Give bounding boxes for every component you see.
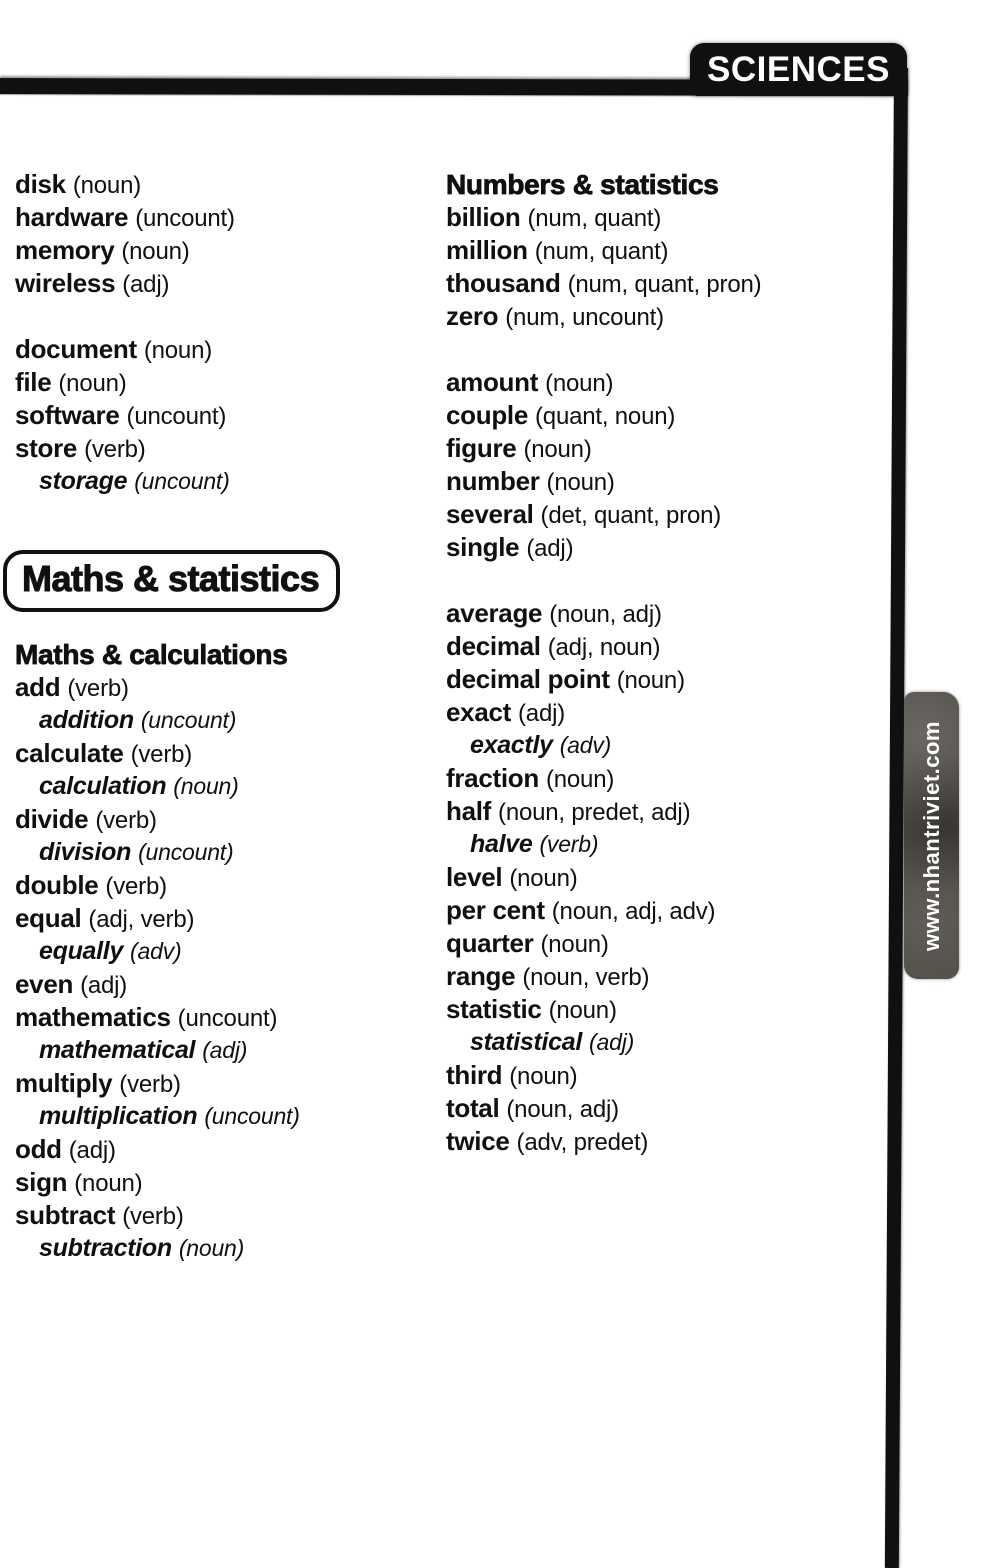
entry-row [15,234,440,267]
entry-row [446,597,906,630]
entry-row [15,465,440,498]
entry-row [15,902,440,935]
entry-pos: (verb) [95,807,157,834]
entry-row [15,399,440,432]
entry-row [15,1166,440,1199]
entry-row [446,960,906,993]
entry-pos: (verb) [130,741,193,768]
entry-word: billion [446,202,521,232]
entry-pos: (noun) [523,436,592,463]
entry-pos: (noun) [540,931,609,958]
entry-word: exactly [470,731,553,759]
left-column [15,168,440,1265]
entry-pos: (noun) [509,1063,578,1090]
entry-word: calculation [39,772,167,800]
entry-row [446,465,906,498]
entry-pos: (noun) [121,238,190,265]
entry-pos: (noun) [58,370,127,397]
entry-row [15,968,440,1001]
entry-word: document [15,334,137,364]
entry-pos: (adj) [526,535,574,562]
entry-word: mathematical [39,1036,196,1064]
entry-pos: (det, quant, pron) [540,502,722,529]
entry-word: multiply [15,1068,113,1098]
entry-row [446,630,906,663]
entry-row [446,762,906,795]
entry-word: thousand [446,268,561,298]
entry-row [446,267,906,300]
entry-pos: (verb) [539,831,599,857]
entry-row [15,201,440,234]
entry-pos: (uncount) [177,1005,278,1032]
entry-word: halve [470,830,533,858]
entry-pos: (uncount) [138,839,234,865]
entry-word: wireless [15,268,116,298]
topic-box [3,550,440,612]
entry-pos: (verb) [105,873,167,900]
entry-word: half [446,796,492,826]
entry-row [446,894,906,927]
entry-pos: (noun) [616,667,685,694]
entry-pos: (noun) [74,1170,143,1197]
entry-word: exact [446,697,511,727]
entry-row [15,267,440,300]
entry-pos: (noun) [545,370,614,397]
entry-row [15,836,440,869]
entry-word: even [15,969,74,999]
entry-word: several [446,499,534,529]
entry-pos: (noun) [178,1235,245,1261]
entry-row [446,927,906,960]
entry-pos: (verb) [67,675,129,702]
entry-row [15,1034,440,1067]
entry-word: divide [15,804,89,834]
entry-row [446,1026,906,1059]
entry-pos: (noun) [509,865,578,892]
entry-word: disk [15,169,66,199]
entry-word: total [446,1093,500,1123]
entry-word: software [15,400,120,430]
line-gap [446,333,906,366]
entry-word: million [446,235,528,265]
entry-word: subtract [15,1200,116,1230]
tab-label: SCIENCES [707,49,890,89]
entry-row [446,696,906,729]
entry-pos: (noun) [548,997,617,1024]
entry-row [446,432,906,465]
entry-row [446,399,906,432]
entry-pos: (noun) [143,337,213,364]
entry-row [15,704,440,737]
entry-pos: (noun) [173,773,239,799]
entry-pos: (noun) [72,172,142,199]
entry-pos: (adj) [80,972,128,999]
entry-row [446,1092,906,1125]
topic-box-title: Maths & statistics [3,550,340,612]
entry-pos: (num, quant) [527,205,662,232]
entry-row [446,201,906,234]
entry-row [15,1100,440,1133]
entry-pos: (adv, predet) [516,1129,649,1156]
entry-pos: (verb) [122,1203,184,1230]
entry-word: level [446,862,503,892]
entry-word: multiplication [39,1102,198,1130]
entry-pos: (adj) [589,1029,635,1055]
entry-word: equal [15,903,82,933]
entry-pos: (adv) [559,732,612,758]
sciences-tab [690,43,907,96]
entry-pos: (uncount) [126,403,227,430]
entry-pos: (uncount) [204,1103,300,1129]
section-heading: Maths & calculations [15,639,288,670]
entry-word: per cent [446,895,545,925]
entry-row [446,795,906,828]
entry-pos: (verb) [84,436,146,463]
entry-word: storage [39,467,128,495]
section-heading: Numbers & statistics [446,169,719,200]
entry-pos: (num, quant, pron) [567,271,762,298]
entry-pos: (uncount) [134,468,230,494]
entry-word: amount [446,367,539,397]
entry-word: zero [446,301,499,331]
entry-row [15,935,440,968]
entry-word: quarter [446,928,534,958]
entry-word: third [446,1060,503,1090]
entry-row [15,803,440,836]
entry-pos: (noun) [546,469,615,496]
entry-word: figure [446,433,517,463]
entry-word: division [39,838,132,866]
entry-row [446,861,906,894]
entry-word: number [446,466,540,496]
entry-word: single [446,532,520,562]
entry-word: fraction [446,763,539,793]
entry-row [15,1001,440,1034]
entry-pos: (noun, adj) [549,601,662,628]
right-column [446,168,906,1158]
entry-word: addition [39,706,134,734]
entry-pos: (adj, noun) [547,634,661,661]
entry-row [15,432,440,465]
entry-pos: (noun) [545,766,615,793]
entry-row [446,300,906,333]
entry-word: hardware [15,202,129,232]
entry-word: average [446,598,543,628]
entry-word: memory [15,235,115,265]
entry-pos: (adj) [122,271,170,298]
entry-row [446,729,906,762]
entry-row [15,869,440,902]
entry-word: decimal point [446,664,610,694]
entry-word: statistic [446,994,542,1024]
entry-row [15,1133,440,1166]
entry-pos: (adv) [130,938,182,964]
entry-word: twice [446,1126,510,1156]
entry-pos: (noun, verb) [522,964,650,991]
entry-word: subtraction [39,1234,172,1262]
entry-row [446,1059,906,1092]
entry-row [15,1232,440,1265]
line-gap [446,564,906,597]
entry-word: couple [446,400,528,430]
entry-row [446,993,906,1026]
entry-word: odd [15,1134,62,1164]
entry-pos: (noun, adj) [506,1096,619,1123]
entry-row [15,366,440,399]
entry-pos: (noun, adj, adv) [551,898,716,925]
entry-pos: (adj) [518,700,566,727]
entry-row [446,234,906,267]
entry-row [15,1067,440,1100]
entry-row [15,737,440,770]
entry-row [446,1125,906,1158]
entry-pos: (uncount) [135,205,235,232]
entry-word: file [15,367,52,397]
line-gap [15,300,440,333]
entry-word: calculate [15,738,124,768]
entry-pos: (num, quant) [534,238,669,265]
entry-word: sign [15,1167,68,1197]
entry-word: decimal [446,631,541,661]
entry-word: mathematics [15,1002,171,1032]
entry-word: range [446,961,516,991]
entry-pos: (num, uncount) [505,304,664,331]
entry-row [446,366,906,399]
entry-word: store [15,433,78,463]
watermark-strip [904,692,959,979]
entry-row [446,663,906,696]
entry-pos: (adj, verb) [88,906,195,933]
entry-pos: (noun, predet, adj) [498,799,691,826]
entry-row [15,770,440,803]
entry-word: double [15,870,99,900]
entry-row [446,498,906,531]
entry-pos: (adj) [202,1037,248,1063]
entry-row [15,1199,440,1232]
entry-word: add [15,672,61,702]
entry-row [15,671,440,704]
entry-row [446,828,906,861]
entry-row [15,168,440,201]
watermark-text: www.nhantriviet.com [918,720,944,951]
entry-word: equally [39,937,124,965]
entry-pos: (quant, noun) [535,403,676,430]
entry-word: statistical [470,1028,583,1056]
entry-pos: (adj) [68,1137,116,1164]
entry-row [446,531,906,564]
entry-pos: (verb) [119,1071,181,1098]
entry-row [15,333,440,366]
entry-pos: (uncount) [140,707,237,733]
